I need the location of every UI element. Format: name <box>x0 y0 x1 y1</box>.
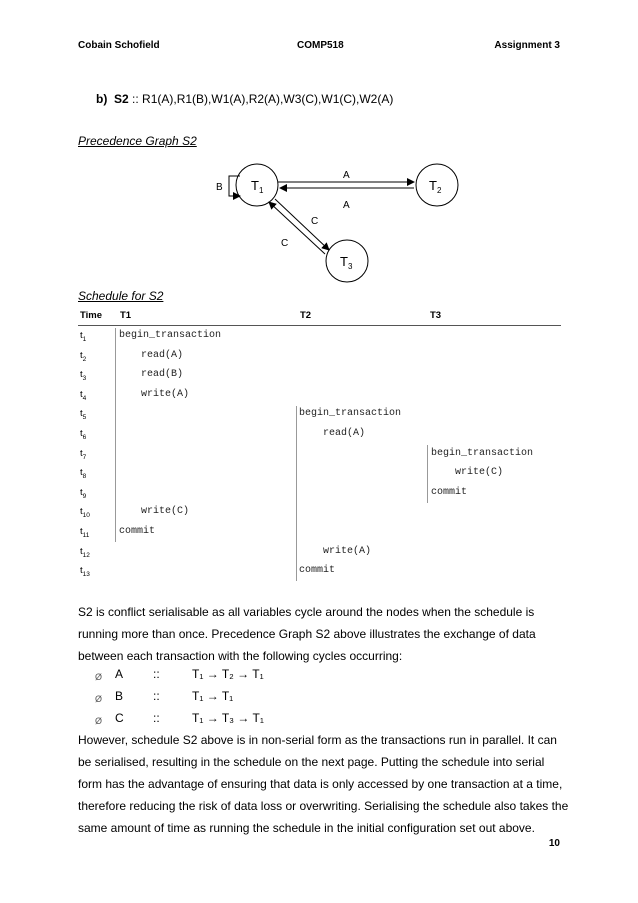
time-label: $t_2$ <box>80 350 87 363</box>
cycle-var: A <box>115 667 124 681</box>
operation-t3: begin_transaction <box>431 448 534 459</box>
bullet-mark-icon: Ø <box>95 716 103 726</box>
operation-t1: read(A) <box>141 350 184 361</box>
cycle-path: T₁ → T₂ → T₁ <box>192 667 264 681</box>
edge-label-c-upper: C <box>311 216 319 227</box>
cycle-bullet <box>95 691 102 705</box>
page-number: 10 <box>548 838 560 849</box>
edge-label-a-top: A <box>343 170 350 181</box>
edge-label-a-bottom: A <box>343 200 350 211</box>
t1-lifeline <box>115 328 116 542</box>
time-label: $t_{10}$ <box>80 506 90 519</box>
operation-t1: write(A) <box>141 389 190 400</box>
edge-t3-t1 <box>269 202 325 254</box>
node-t3 <box>326 240 368 282</box>
col-header-time: Time <box>80 310 103 321</box>
bullet-mark-icon: Ø <box>95 672 103 682</box>
node-t1-label: $T_1$ <box>251 178 264 195</box>
operation-t3: write(C) <box>455 467 504 478</box>
cycle-var: B <box>115 689 124 703</box>
col-header-t2: T2 <box>300 310 312 321</box>
section-name: S2 <box>114 92 129 106</box>
operation-t2: write(A) <box>323 546 372 557</box>
operation-t1: read(B) <box>141 369 184 380</box>
paragraph-2-line: be serialised, resulting in the schedule on the next page. Putting the schedule into serial <box>78 755 545 769</box>
cycle-bullet <box>95 669 102 683</box>
time-label: $t_6$ <box>80 428 87 441</box>
col-header-t1: T1 <box>120 310 132 321</box>
header-course: COMP518 <box>297 40 344 51</box>
cycle-sep: :: <box>153 689 160 703</box>
operation-t2: begin_transaction <box>299 408 402 419</box>
operation-t2: read(A) <box>323 428 366 439</box>
paragraph-2-line: However, schedule S2 above is in non-serial form as the transactions run in parallel. It can <box>78 733 557 747</box>
time-label: $t_5$ <box>80 408 87 421</box>
time-label: $t_{12}$ <box>80 546 90 559</box>
operation-t1: write(C) <box>141 506 190 517</box>
paragraph-1 <box>78 601 536 667</box>
bullet-mark-icon: Ø <box>95 694 103 704</box>
paragraph-1-line: S2 is conflict serialisable as all variables cycle around the nodes when the schedule is <box>78 605 535 619</box>
time-label: $t_7$ <box>80 448 87 461</box>
cycle-path: T₁ → T₃ → T₁ <box>192 711 264 725</box>
section-label: b) <box>96 92 108 106</box>
paragraph-1-line: between each transaction with the following cycles occurring: <box>78 649 403 663</box>
col-header-t3: T3 <box>430 310 442 321</box>
cycle-path: T₁ → T₁ <box>192 689 234 703</box>
cycle-sep: :: <box>153 711 160 725</box>
t3-lifeline <box>427 445 428 503</box>
time-label: $t_{11}$ <box>80 526 90 539</box>
time-label: $t_4$ <box>80 389 87 402</box>
time-label: $t_3$ <box>80 369 87 382</box>
time-label: $t_{13}$ <box>80 565 90 578</box>
edge-label-c-lower: C <box>281 238 289 249</box>
edge-label-b: B <box>216 182 223 193</box>
time-label: $t_8$ <box>80 467 87 480</box>
node-t1 <box>236 164 278 206</box>
node-t3-label: $T_3$ <box>340 254 353 271</box>
graph-heading: Precedence Graph S2 <box>78 134 197 148</box>
header-author: Cobain Schofield <box>78 40 160 51</box>
header-assignment: Assignment 3 <box>494 40 560 51</box>
node-t2-label: $T_2$ <box>429 178 442 195</box>
operation-t3: commit <box>431 487 468 498</box>
precedence-graph <box>0 0 638 300</box>
section-schedule: :: R1(A),R1(B),W1(A),R2(A),W3(C),W1(C),W2(A) <box>132 92 394 106</box>
time-label: $t_9$ <box>80 487 87 500</box>
cycle-sep: :: <box>153 667 160 681</box>
paragraph-1-line: running more than once. Precedence Graph S2 above illustrates the exchange of data <box>78 627 536 641</box>
operation-t1: begin_transaction <box>119 330 222 341</box>
paragraph-2-line: form has the advantage of ensuring that data is only accessed by one transaction at a time, <box>78 777 563 791</box>
operation-t1: commit <box>119 526 156 537</box>
cycle-bullet <box>95 713 102 727</box>
time-label: $t_1$ <box>80 330 87 343</box>
operation-t2: commit <box>299 565 336 576</box>
schedule-heading: Schedule for S2 <box>78 289 164 303</box>
cycle-var: C <box>115 711 124 725</box>
node-t2 <box>416 164 458 206</box>
paragraph-2 <box>78 729 568 839</box>
paragraph-2-line: therefore reducing the risk of data loss or overwriting. Serialising the schedule also takes the <box>78 799 569 813</box>
paragraph-2-line: same amount of time as running the schedule in the initial configuration set out above. <box>78 821 535 835</box>
table-header-rule <box>78 325 561 326</box>
t2-lifeline <box>296 406 297 581</box>
